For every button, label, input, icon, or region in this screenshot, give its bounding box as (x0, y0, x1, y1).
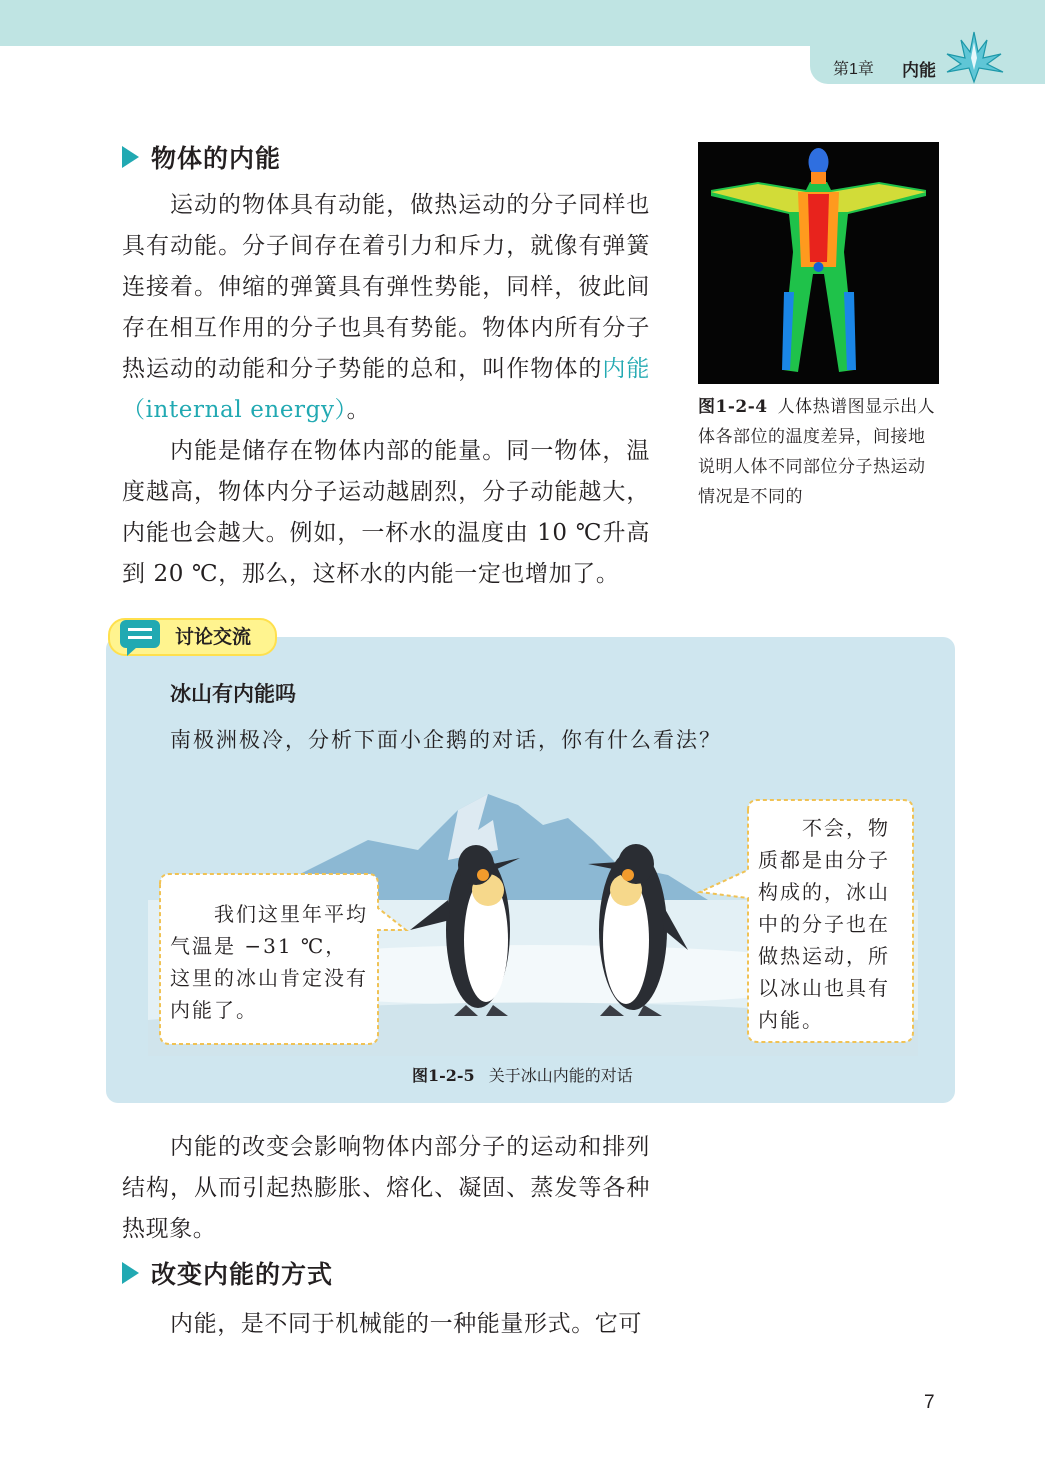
thermal-body-image (698, 142, 939, 384)
paragraph-text: 运动的物体具有动能，做热运动的分子同样也具有动能。分子间存在着引力和斥力，就像有弹簧连接着。伸缩的弹簧具有弹性势能，同样，彼此间存在相互作用的分子也具有势能。物体内所有分子热运动的动能和分子势能的总和，叫作物体的 (122, 192, 650, 382)
ice-crystal-icon (943, 30, 1005, 84)
paragraph: 内能是储存在物体内部的能量。同一物体，温度越高，物体内分子运动越剧烈，分子动能越大，内能也会越大。例如，一杯水的温度由 10 ℃升高到 20 ℃，那么，这杯水的内能一定也增加了。 (122, 438, 650, 587)
section-title: 物体的内能 (151, 144, 282, 173)
chapter-name: 内能 (902, 61, 936, 80)
figure-caption-text: 人体热谱图显示出人体各部位的温度差异，间接地说明人体不同部位分子热运动情况是不同的 (698, 397, 936, 507)
heading-arrow-icon (122, 146, 139, 168)
figure-caption-text: 关于冰山内能的对话 (488, 1066, 633, 1085)
figure-caption-1-2-5 (412, 1063, 633, 1086)
figure-number: 图1-2-5 (412, 1066, 475, 1085)
chapter-number: 第1章 (833, 61, 874, 78)
speech-bubble-left: 我们这里年平均气温是 −31 ℃，这里的冰山肯定没有内能了。 (170, 902, 368, 1022)
speech-bubble-right: 不会，物质都是由分子构成的，冰山中的分子也在做热运动，所以冰山也具有内能。 (758, 816, 890, 1032)
paragraph (122, 185, 650, 431)
heading-arrow-icon (122, 1262, 139, 1284)
discussion-prompt: 南极洲极冷，分析下面小企鹅的对话，你有什么看法？ (170, 728, 722, 752)
section1-body (122, 185, 650, 595)
paragraph-heat-phenomena (122, 1127, 650, 1250)
term-internal-energy: 内能 (602, 356, 651, 382)
paragraph: 内能的改变会影响物体内部分子的运动和排列结构，从而引起热膨胀、熔化、凝固、蒸发等各种热现象。 (122, 1134, 650, 1242)
figure-number: 图1-2-4 (698, 397, 768, 417)
paragraph: 内能，是不同于机械能的一种能量形式。它可 (170, 1311, 642, 1337)
section-heading-change-internal-energy (122, 1256, 333, 1290)
section2-body (122, 1304, 650, 1345)
page-number: 7 (924, 1392, 935, 1413)
discussion-label: 讨论交流 (175, 626, 252, 648)
section-title: 改变内能的方式 (151, 1260, 334, 1289)
term-english: （internal energy） (122, 397, 347, 423)
discussion-question: 冰山有内能吗 (170, 682, 296, 706)
section-heading-internal-energy (122, 140, 281, 174)
figure-caption-1-2-4 (698, 392, 940, 512)
header-band (0, 0, 1045, 46)
chat-bubble-icon (117, 616, 165, 658)
paragraph-end: 。 (346, 397, 371, 423)
